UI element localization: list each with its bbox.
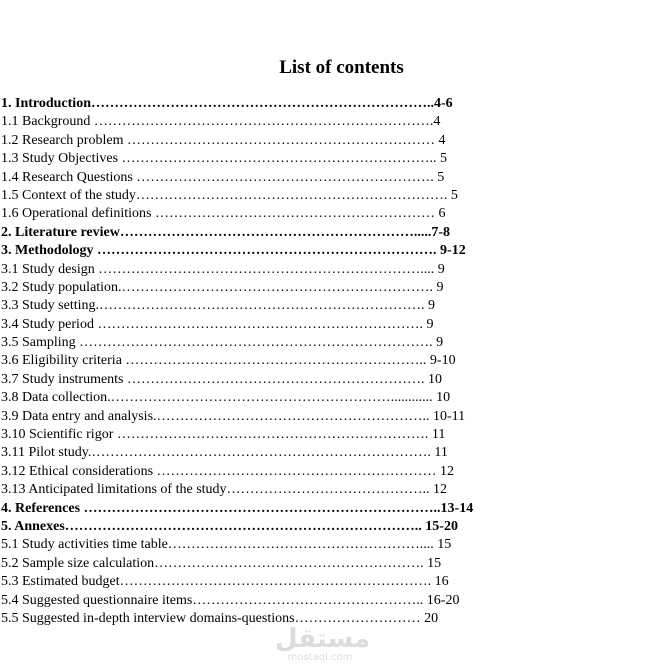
toc-subsection-entry: 1.5 Context of the study…………………………………………………………. 5 [1,187,458,203]
toc-subsection-entry: 1.1 Background ……………………………………………………………….4 [1,114,441,130]
toc-subsection-entry: 3.2 Study population.…………………………………………………………. 9 [1,279,444,295]
toc-subsection-entry: 3.10 Scientific rigor …………………………………………………………. 11 [1,427,446,443]
toc-section-entry: 5. Annexes………………………………………………………………….. 15-20 [1,518,458,534]
toc-section-entry: 3. Methodology ………………………………………………………………. 9-12 [1,243,466,259]
toc-subsection-entry: 1.2 Research problem ………………………………………………………… 4 [1,132,446,148]
toc-subsection-entry: 1.3 Study Objectives ………………………………………………………….. 5 [1,151,448,167]
toc-subsection-entry: 1.6 Operational definitions …………………………………………………… 6 [1,206,446,222]
watermark-arabic-text: مستقل [275,624,371,654]
toc-section-entry: 1. Introduction………………………………………………………………..4-6 [1,96,453,111]
toc-subsection-entry: 5.4 Suggested questionnaire items………………………………………….. 16-20 [1,592,460,608]
toc-subsection-entry: 3.1 Study design …………………………………………………………….... 9 [1,261,445,277]
watermark-domain-text: mostaql.com [287,652,353,663]
toc-section-entry: 4. References …………………………………………………………………..13-14 [1,500,474,516]
toc-subsection-entry: 5.5 Suggested in-depth interview domains-questions……………………… 20 [1,610,439,626]
toc-subsection-entry: 5.1 Study activities time table……………………………………………….... 15 [1,537,452,553]
toc-section-entry: 2. Literature review……………………………………………………….....7-8 [1,224,450,240]
toc-subsection-entry: 3.8 Data collection.……………………………………………………............ 10 [1,390,451,406]
toc-subsection-entry: 1.4 Research Questions ………………………………………………………. 5 [1,169,445,185]
toc-subsection-entry: 3.9 Data entry and analysis.………………………………………………….. 10-11 [1,408,466,424]
toc-subsection-entry: 3.13 Anticipated limitations of the study…………………………………….. 12 [1,482,448,498]
page-title: List of contents [279,57,404,78]
toc-subsection-entry: 3.12 Ethical considerations …………………………………………………… 12 [1,463,455,479]
toc-subsection-entry: 3.3 Study setting.……………………………………………………………. 9 [1,298,436,314]
toc-subsection-entry: 3.5 Sampling …………………………………………………………………. 9 [1,335,444,351]
toc-subsection-entry: 5.2 Sample size calculation…………………………………………………. 15 [1,555,442,571]
watermark-logo [275,624,371,663]
table-of-contents [1,95,473,628]
toc-subsection-entry: 3.4 Study period ……………………………………………………………. 9 [1,316,434,332]
toc-subsection-entry: 3.7 Study instruments ………………………………………………………. 10 [1,371,443,387]
toc-subsection-entry: 5.3 Estimated budget…………………………………………………………. 16 [1,574,449,590]
toc-subsection-entry: 3.11 Pilot study.………………………………………………………………. 11 [1,445,448,461]
toc-subsection-entry: 3.6 Eligibility criteria ……………………………………………………….. 9-10 [1,353,456,369]
